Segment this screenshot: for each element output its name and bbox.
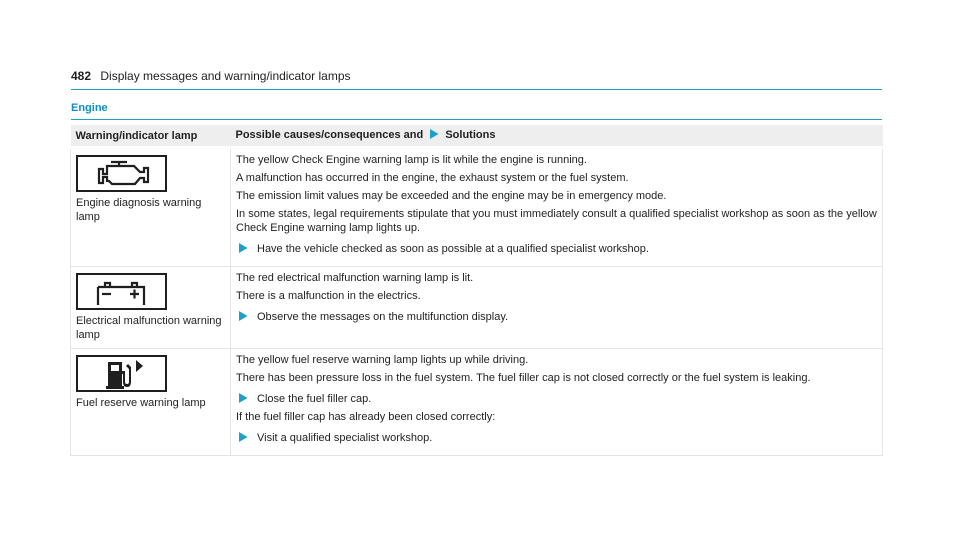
lamp-name: Engine diagnosis warning lamp <box>76 197 202 223</box>
description-text: The emission limit values may be exceeded and the engine may be in emergency mode. <box>236 190 667 202</box>
check-engine-icon <box>76 155 167 192</box>
arrow-right-icon <box>238 432 248 442</box>
description-text: There has been pressure loss in the fuel system. The fuel filler cap is not closed correctly or the fuel system is leaking. <box>236 372 811 384</box>
action-text: Observe the messages on the multifunction display. <box>257 311 509 323</box>
col-header-lamp: Warning/indicator lamp <box>71 125 231 148</box>
header-divider <box>71 89 882 90</box>
description-cell <box>231 267 883 349</box>
col-header-solutions: Solutions <box>445 129 496 141</box>
arrow-right-icon <box>238 393 248 403</box>
action-text: Have the vehicle checked as soon as possible at a qualified specialist workshop. <box>257 243 649 255</box>
arrow-right-icon <box>238 311 248 321</box>
action-item <box>236 431 877 445</box>
col-header-causes <box>231 125 883 148</box>
page-header-title: Display messages and warning/indicator lamps <box>100 69 351 83</box>
description-text: The yellow Check Engine warning lamp is lit while the engine is running. <box>236 154 587 166</box>
table-row <box>71 349 883 456</box>
arrow-right-icon <box>429 129 439 143</box>
action-item <box>236 242 877 256</box>
action-item <box>236 392 877 406</box>
description-cell <box>231 349 883 456</box>
battery-icon <box>76 273 167 310</box>
table-row <box>71 267 883 349</box>
arrow-right-icon <box>238 243 248 253</box>
lamp-name: Fuel reserve warning lamp <box>76 397 206 409</box>
lamp-cell <box>71 148 231 267</box>
page-header <box>71 69 351 83</box>
page-number: 482 <box>71 69 92 83</box>
description-text: The yellow fuel reserve warning lamp lights up while driving. <box>236 354 529 366</box>
action-text: Visit a qualified specialist workshop. <box>257 432 433 444</box>
lamp-cell <box>71 267 231 349</box>
section-title: Engine <box>71 102 108 114</box>
action-text: Close the fuel filler cap. <box>257 393 372 405</box>
description-text: In some states, legal requirements stipulate that you must immediately consult a qualified specialist workshop as soon as the yellow Check Engine warning lamp lights up. <box>236 208 877 234</box>
description-text: A malfunction has occurred in the engine, the exhaust system or the fuel system. <box>236 172 629 184</box>
section-divider <box>71 119 882 120</box>
table-header-row <box>71 125 883 148</box>
fuel-pump-icon <box>76 355 167 392</box>
description-cell <box>231 148 883 267</box>
description-text: There is a malfunction in the electrics. <box>236 290 421 302</box>
warning-lamp-table <box>70 125 883 456</box>
description-text: The red electrical malfunction warning lamp is lit. <box>236 272 474 284</box>
col-header-causes-prefix: Possible causes/consequences and <box>235 129 424 141</box>
action-item <box>236 310 877 324</box>
table-row <box>71 148 883 267</box>
lamp-name: Electrical malfunction warning lamp <box>76 315 222 341</box>
lamp-cell <box>71 349 231 456</box>
description-text: If the fuel filler cap has already been closed correctly: <box>236 411 496 423</box>
